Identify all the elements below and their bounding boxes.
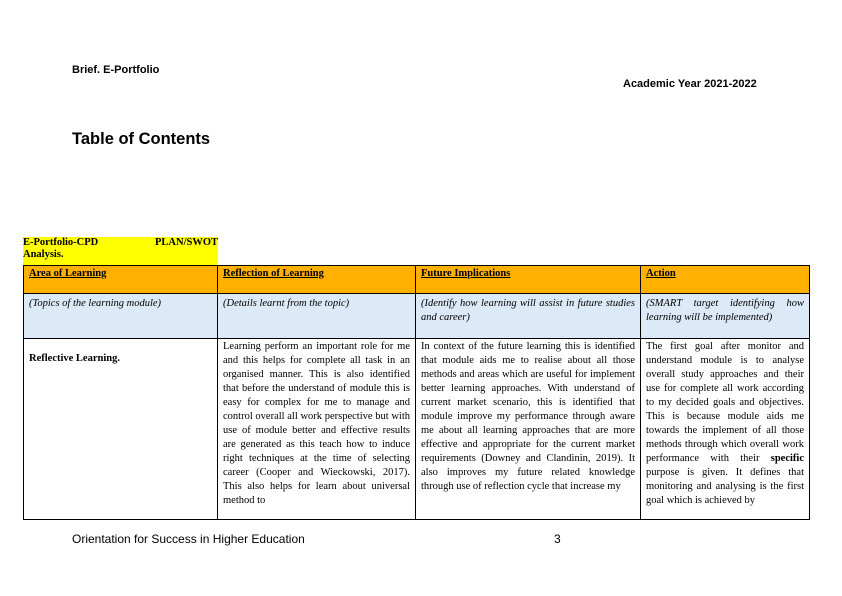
footer-course-title: Orientation for Success in Higher Education [72, 532, 305, 546]
area-text: Reflective Learning. [29, 353, 120, 364]
header-action: Action [641, 266, 810, 294]
header-academic-year: Academic Year 2021-2022 [623, 78, 757, 90]
table-description-row [24, 294, 810, 339]
future-text: In context of the future learning this is identified that module aids me to realise about all those methods and areas which are useful for implement better learning approaches. With understand of current market scenario, this is identified that module improve my performance through aware me about all learning approaches that are more effective and appropriate for the current market requirements (Downey and Clandinin, 2019). It also improves my future related knowledge through use of reflection cycle that increase my [421, 341, 635, 492]
cell-area [24, 339, 218, 520]
cell-reflection [218, 339, 416, 520]
header-future-implications: Future Implications [416, 266, 641, 294]
desc-area: (Topics of the learning module) [24, 294, 218, 339]
footer-page-number: 3 [554, 532, 561, 546]
reflection-text: Learning perform an important role for me and this helps for complete all task in an organised manner. This is also identified that before the understand of module this is easy for complex for me to manage and control overall all work perspective but with use of module better and effective results are generated as this teach how to induce right techniques at the time of selecting career (Cooper and Wieckowski, 2017). This also helps for learn about universal method to [223, 341, 410, 506]
cpd-table [23, 265, 810, 520]
cell-action [641, 339, 810, 520]
cell-future [416, 339, 641, 520]
desc-future: (Identify how learning will assist in future studies and career) [416, 294, 641, 339]
plan-label-word1: E-Portfolio-CPD [23, 237, 99, 248]
table-row [24, 339, 810, 520]
action-text-part2: purpose is given. It defines that monitoring and analysing is the first goal which is achieved by [646, 467, 804, 506]
action-text-part1: The first goal after monitor and understand module is to analyse overall study approaches and their use for complete all work according to my decided goals and objectives. This is because module aids me towards the implement of all those methods through which overall work performance with their [646, 341, 804, 464]
plan-label-line2: Analysis. [23, 249, 64, 260]
table-header-row [24, 266, 810, 294]
cpd-plan-label [23, 237, 218, 265]
action-text-bold: specific [770, 453, 804, 464]
toc-heading: Table of Contents [72, 130, 211, 148]
desc-action: (SMART target identifying how learning will be implemented) [641, 294, 810, 339]
header-reflection-of-learning: Reflection of Learning [218, 266, 416, 294]
plan-label-word2: PLAN/SWOT [154, 237, 218, 248]
desc-reflection: (Details learnt from the topic) [218, 294, 416, 339]
action-text [646, 340, 804, 516]
header-left-title: Brief. E-Portfolio [72, 64, 160, 76]
header-area-of-learning: Area of Learning [24, 266, 218, 294]
